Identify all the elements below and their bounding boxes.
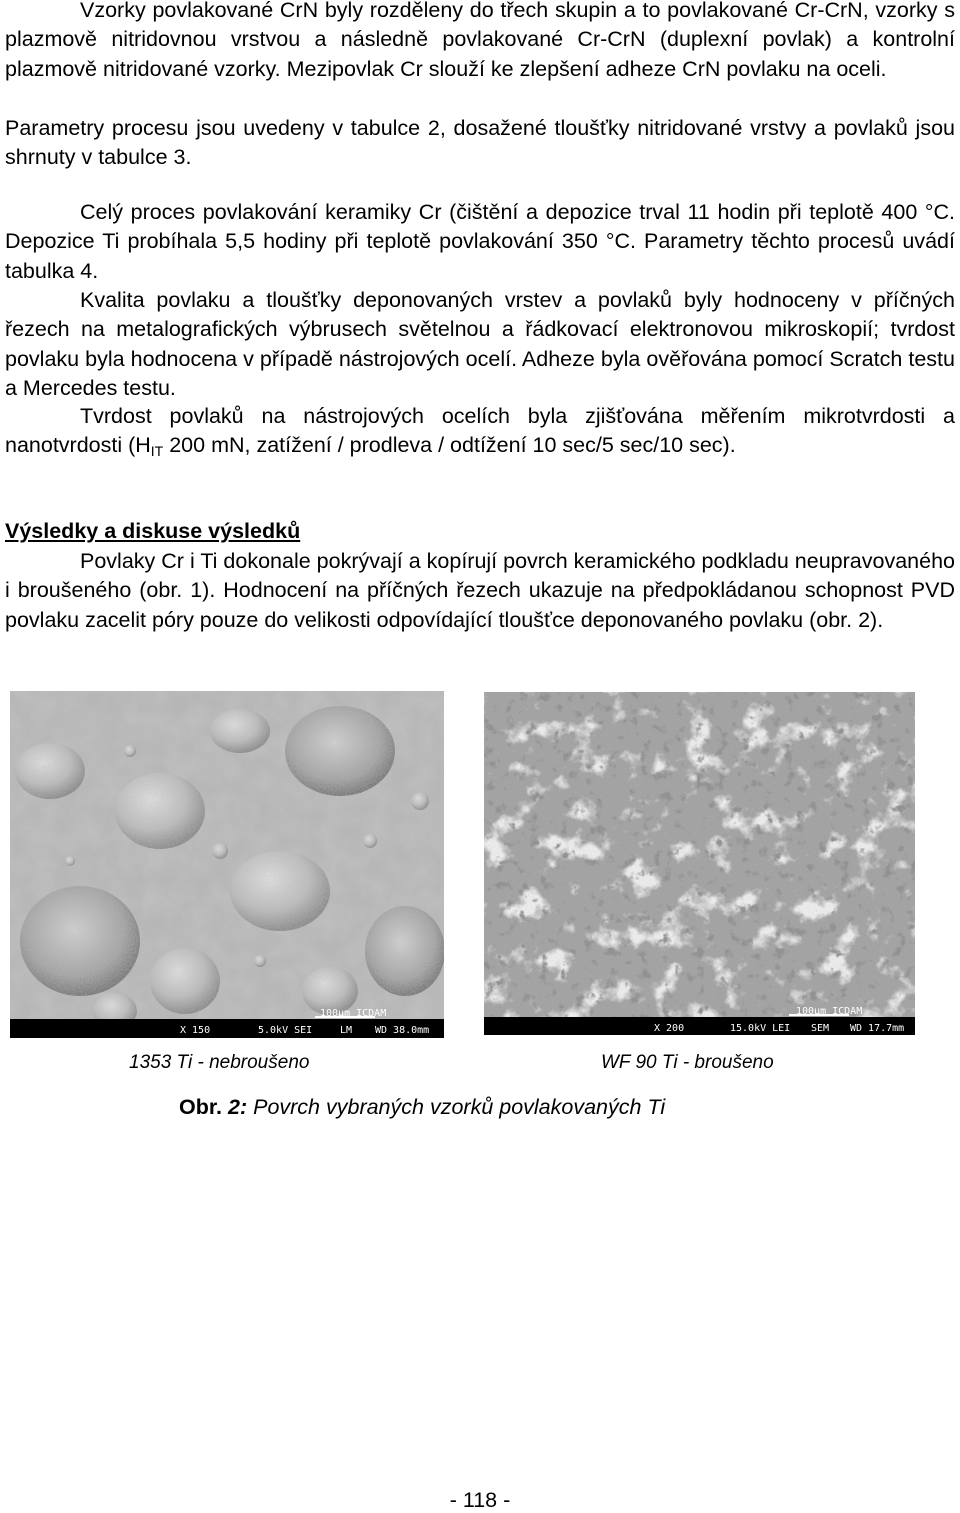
figure-caption-text: Povrch vybraných vzorků povlakovaných Ti [247, 1095, 666, 1119]
sem-image-left [10, 691, 444, 1038]
hardness-subscript: IT [150, 443, 164, 460]
voltage-right: 15.0kV LEI [730, 1023, 791, 1034]
hardness-text-end: 200 mN, zatížení / prodleva / odtížení 10 sec/5 sec/10 sec). [163, 433, 736, 458]
figure-number: 2: [228, 1095, 248, 1119]
paragraph-hardness [5, 402, 955, 461]
paragraph-process-parameters: Parametry procesu jsou uvedeny v tabulce 2, dosažené tloušťky nitridované vrstvy a povlaků jsou shrnuty v tabulce 3. [5, 116, 955, 170]
caption-right-image: WF 90 Ti - broušeno [601, 1052, 774, 1073]
magnification-left: X 150 [180, 1025, 211, 1036]
working-distance-left: WD 38.0mm [375, 1025, 430, 1036]
mode-right: SEM [811, 1023, 830, 1034]
page-number: - 118 - [449, 1488, 511, 1512]
hardness-text-start: Tvrdost povlaků na nástrojových ocelích byla zjišťována měřením mikrotvrdosti a nanotvrdosti (H [5, 404, 955, 458]
magnification-right: X 200 [654, 1023, 685, 1034]
figure-label: Obr. [179, 1095, 223, 1119]
section-title-results: Výsledky a diskuse výsledků [5, 519, 301, 543]
paragraph-ceramic-coating: Celý proces povlakování keramiky Cr (čištění a depozice trval 11 hodin při teplotě 400 °C. Depozice Ti probíhala 5,5 hodiny při teplotě povlakování 350 °C. Parametry těchto procesů uvádí tabulka 4. [5, 200, 955, 283]
voltage-left: 5.0kV SEI [258, 1025, 313, 1036]
paragraph-coating-quality: Kvalita povlaku a tloušťky deponovaných vrstev a povlaků byly hodnoceny v příčných řezech na metalografických výbrusech světelnou a řádkovací elektronovou mikroskopií; tvrdost povlaku byla hodnocena v případě nástrojových ocelí. Adheze byla ověřována pomocí Scratch testu a Mercedes testu. [5, 288, 955, 401]
sem-image-right [484, 692, 915, 1035]
caption-left-image: 1353 Ti - nebroušeno [129, 1052, 310, 1073]
scale-bar-label-left: 100µm ICDAM [320, 1008, 387, 1019]
figure-caption [179, 1094, 665, 1120]
mode-left: LM [340, 1025, 353, 1036]
scale-bar-label-right: 100µm ICDAM [796, 1006, 863, 1017]
paragraph-results: Povlaky Cr i Ti dokonale pokrývají a kopírují povrch keramického podkladu neupravovaného i broušeného (obr. 1). Hodnocení na příčných řezech ukazuje na předpokládanou schopnost PVD povlaku zacelit póry pouze do velikosti odpovídající tloušťce deponovaného povlaku (obr. 2). [5, 549, 955, 632]
paragraph-samples: Vzorky povlakované CrN byly rozděleny do třech skupin a to povlakované Cr-CrN, vzorky s plazmově nitridovnou vrstvou a následně povlakované Cr-CrN (duplexní povlak) a kontrolní plazmově nitridované vzorky. Mezipovlak Cr slouží ke zlepšení adheze CrN povlaku na oceli. [5, 0, 955, 81]
working-distance-right: WD 17.7mm [850, 1023, 905, 1034]
